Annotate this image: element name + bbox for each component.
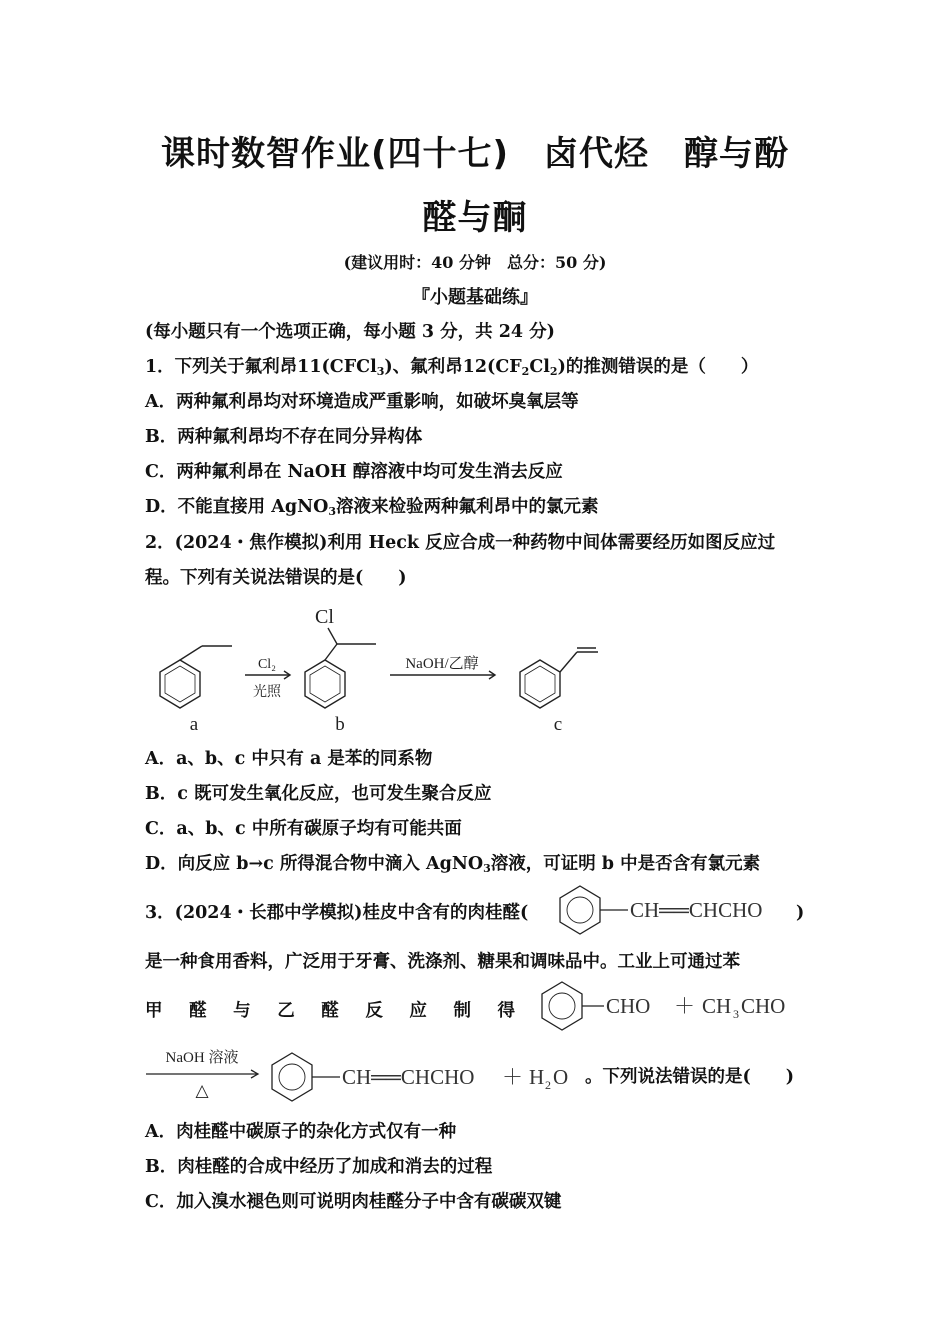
label-c: c [553, 714, 563, 735]
acetaldehyde-cho: CHO [741, 994, 786, 1018]
q3-stem-line1: 3．(2024・长郡中学模拟)桂皮中含有的肉桂醛( [145, 903, 529, 923]
reagent1-bottom: 光照 [253, 685, 281, 700]
page-title-line2: 醛与酮 [422, 198, 528, 238]
acetaldehyde-sub: 3 [733, 1007, 739, 1021]
water-h: H [529, 1065, 545, 1089]
page-title-line1: 课时数智作业(四十七) 卤代烃 醇与酚 [160, 134, 790, 174]
q3-option-b: B．肉桂醛的合成中经历了加成和消去的过程 [145, 1157, 493, 1177]
q2-stem-line2: 程。下列有关说法错误的是( ) [145, 568, 407, 588]
q1-option-a: A．两种氟利昂均对环境造成严重影响，如破坏臭氧层等 [145, 392, 579, 412]
cinnamaldehyde-formula: CH══CHCHO [630, 898, 763, 922]
q1-option-c: C．两种氟利昂在 NaOH 醇溶液中均可发生消去反应 [145, 462, 563, 482]
section-title: 『小题基础练』 [412, 287, 538, 308]
q1-stem: 1．下列关于氟利昂11(CFCl$_3$)、氟利昂$12(CF_2Cl_2)$的推测错误的是（ ） [145, 357, 759, 378]
benzaldehyde-cho: CHO [606, 994, 651, 1018]
cinnamaldehyde-synthesis-equation [140, 1042, 610, 1104]
q1-option-b: B．两种氟利昂均不存在同分异构体 [145, 427, 423, 447]
q2-stem-line1: 2．(2024・焦作模拟)利用 Heck 反应合成一种药物中间体需要经历如图反应过 [145, 533, 776, 553]
water-o: O [553, 1065, 569, 1089]
water-sub: 2 [545, 1078, 551, 1092]
chlorine-label: Cl [315, 606, 334, 628]
acetaldehyde-ch: CH [702, 994, 732, 1018]
plus-sign-2: ＋ [502, 1065, 523, 1089]
label-a: a [189, 714, 199, 735]
q3-option-c: C．加入溴水褪色则可说明肉桂醛分子中含有碳碳双键 [145, 1192, 562, 1212]
ethylbenzene-structure [160, 646, 232, 708]
time-and-score-note: (建议用时：40 分钟 总分：50 分) [343, 253, 607, 272]
chloroethylbenzene-structure [305, 628, 376, 708]
q3-stem-line1-close: ) [796, 903, 805, 923]
q2-option-a: A．a、b、c 中只有 a 是苯的同系物 [145, 749, 433, 769]
q3-stem-line2: 是一种食用香料，广泛用于牙膏、洗涤剂、糖果和调味品中。工业上可通过苯 [145, 952, 740, 972]
q3-stem-end: 。下列说法错误的是( ) [585, 1067, 795, 1087]
reagent1-top: Cl₂ [257, 657, 277, 672]
product-formula: CH══CHCHO [342, 1065, 475, 1089]
heat-symbol: △ [195, 1081, 209, 1100]
q3-option-a: A．肉桂醛中碳原子的杂化方式仅有一种 [145, 1122, 457, 1142]
q2-option-d: D．向反应 b→c 所得混合物中滴入 AgNO$_3$溶液，可证明 b 中是否含有氯元素 [145, 854, 761, 875]
plus-sign: ＋ [674, 994, 695, 1018]
q3-stem-line3: 甲 醛 与 乙 醛 反 应 制 得 [145, 1001, 515, 1021]
q1-option-d: D．不能直接用 AgNO$_3$溶液来检验两种氟利昂中的氯元素 [145, 497, 599, 518]
instructions: (每小题只有一个选项正确，每小题 3 分，共 24 分) [145, 322, 555, 342]
label-b: b [335, 714, 345, 735]
reagent-naoh: NaOH 溶液 [165, 1050, 239, 1066]
q2-option-c: C．a、b、c 中所有碳原子均有可能共面 [145, 819, 462, 839]
q2-option-b: B．c 既可发生氧化反应，也可发生聚合反应 [145, 784, 492, 804]
reagent2-top: NaOH/乙醇 [405, 656, 479, 672]
styrene-structure [520, 648, 598, 708]
q2-reaction-scheme [140, 600, 620, 740]
cinnamaldehyde-structure [548, 882, 798, 938]
benzaldehyde-plus-acetaldehyde [530, 978, 810, 1034]
